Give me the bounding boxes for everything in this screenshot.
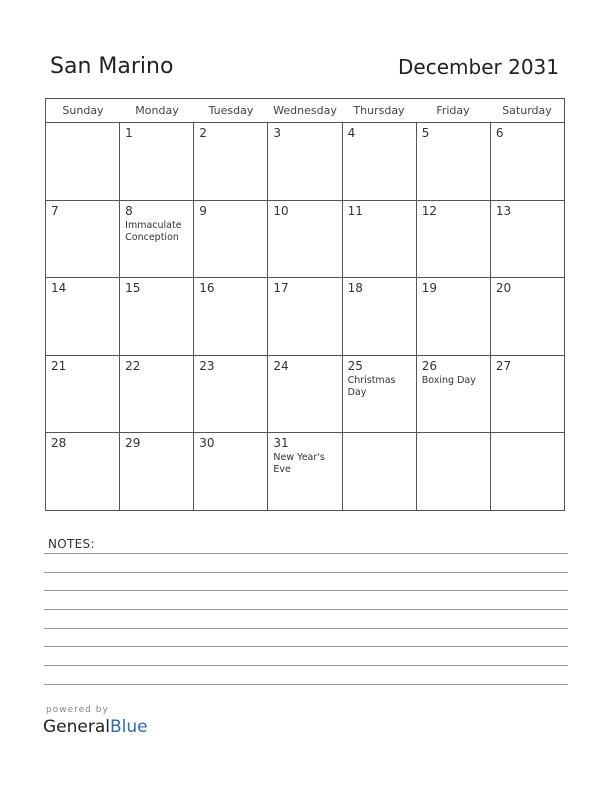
note-line xyxy=(44,684,568,685)
day-cell xyxy=(268,356,342,433)
day-cell xyxy=(268,278,342,355)
holiday-label: Immaculate Conception xyxy=(125,219,182,243)
day-cell xyxy=(268,433,342,510)
day-number: 10 xyxy=(273,203,289,218)
day-cell xyxy=(46,123,120,200)
day-cell xyxy=(343,201,417,278)
week-row xyxy=(46,356,564,434)
day-cell xyxy=(46,356,120,433)
day-cell xyxy=(343,356,417,433)
day-number: 31 xyxy=(273,436,289,451)
day-number: 11 xyxy=(347,203,363,218)
day-cell xyxy=(343,433,417,510)
brand-logo xyxy=(43,717,148,737)
day-number: 21 xyxy=(51,358,67,373)
day-number: 7 xyxy=(51,203,59,218)
note-line xyxy=(44,590,568,591)
calendar-grid xyxy=(45,98,565,511)
holiday-label: Christmas Day xyxy=(347,374,396,398)
day-cell xyxy=(120,356,194,433)
day-number: 2 xyxy=(199,126,207,140)
day-number: 30 xyxy=(199,436,215,451)
day-cell xyxy=(120,433,194,510)
weekday-label: Monday xyxy=(135,104,179,117)
day-cell xyxy=(417,278,491,355)
powered-by-text: powered by xyxy=(46,705,109,715)
day-number: 17 xyxy=(273,281,289,296)
day-cell xyxy=(491,201,564,278)
day-cell xyxy=(417,201,491,278)
day-number: 27 xyxy=(495,358,512,373)
day-cell xyxy=(343,123,417,200)
weekday-label: Thursday xyxy=(353,104,405,117)
day-cell xyxy=(417,123,491,200)
holiday-label: Boxing Day xyxy=(421,374,476,386)
day-number: 22 xyxy=(125,358,141,373)
day-number: 28 xyxy=(51,436,67,451)
day-number: 6 xyxy=(495,126,504,140)
day-cell xyxy=(194,201,268,278)
day-cell xyxy=(120,201,194,278)
day-number: 25 xyxy=(347,358,363,373)
holiday-label: New Year's Eve xyxy=(273,452,325,476)
weekday-label: Tuesday xyxy=(208,104,254,117)
day-number: 1 xyxy=(125,126,133,140)
day-number: 5 xyxy=(421,126,430,140)
note-line xyxy=(44,553,568,554)
day-number: 16 xyxy=(199,281,215,296)
notes-label: NOTES: xyxy=(48,537,95,551)
day-number: 15 xyxy=(125,281,141,296)
brand-logo-part1: General xyxy=(43,717,110,737)
weekday-header-row xyxy=(46,99,564,123)
day-number: 18 xyxy=(347,281,363,296)
note-line xyxy=(44,665,568,666)
day-number: 19 xyxy=(421,281,437,296)
day-cell xyxy=(417,356,491,433)
week-row xyxy=(46,433,564,510)
week-row xyxy=(46,123,564,201)
day-cell xyxy=(194,278,268,355)
day-cell xyxy=(268,201,342,278)
day-cell xyxy=(491,356,564,433)
weekday-label: Saturday xyxy=(502,104,552,117)
note-line xyxy=(44,572,568,573)
day-cell xyxy=(194,356,268,433)
day-cell xyxy=(120,123,194,200)
note-line xyxy=(44,628,568,629)
day-number: 26 xyxy=(421,358,437,373)
weekday-label: Sunday xyxy=(62,104,104,117)
day-cell xyxy=(268,123,342,200)
day-cell xyxy=(194,123,268,200)
day-cell xyxy=(491,433,564,510)
day-number: 29 xyxy=(125,436,141,451)
week-row xyxy=(46,201,564,279)
week-row xyxy=(46,278,564,356)
day-cell xyxy=(491,123,564,200)
weekday-label: Wednesday xyxy=(273,104,337,117)
day-number: 14 xyxy=(51,281,67,296)
day-cell xyxy=(46,433,120,510)
day-number: 9 xyxy=(199,203,207,218)
day-number: 8 xyxy=(125,203,133,218)
country-title: San Marino xyxy=(50,54,174,79)
day-cell xyxy=(417,433,491,510)
weekday-label: Friday xyxy=(436,104,470,117)
day-number: 24 xyxy=(273,358,289,373)
day-cell xyxy=(491,278,564,355)
day-number: 20 xyxy=(495,281,512,296)
day-cell xyxy=(120,278,194,355)
day-cell xyxy=(46,278,120,355)
weeks-container xyxy=(46,123,564,510)
note-line xyxy=(44,646,568,647)
day-number: 4 xyxy=(347,126,356,140)
day-number: 13 xyxy=(495,203,512,218)
day-cell xyxy=(343,278,417,355)
month-title: December 2031 xyxy=(398,55,559,79)
brand-logo-part2: Blue xyxy=(110,717,148,737)
note-line xyxy=(44,609,568,610)
day-cell xyxy=(46,201,120,278)
day-cell xyxy=(194,433,268,510)
day-number: 23 xyxy=(199,358,215,373)
day-number: 3 xyxy=(273,126,282,140)
day-number: 12 xyxy=(421,203,437,218)
